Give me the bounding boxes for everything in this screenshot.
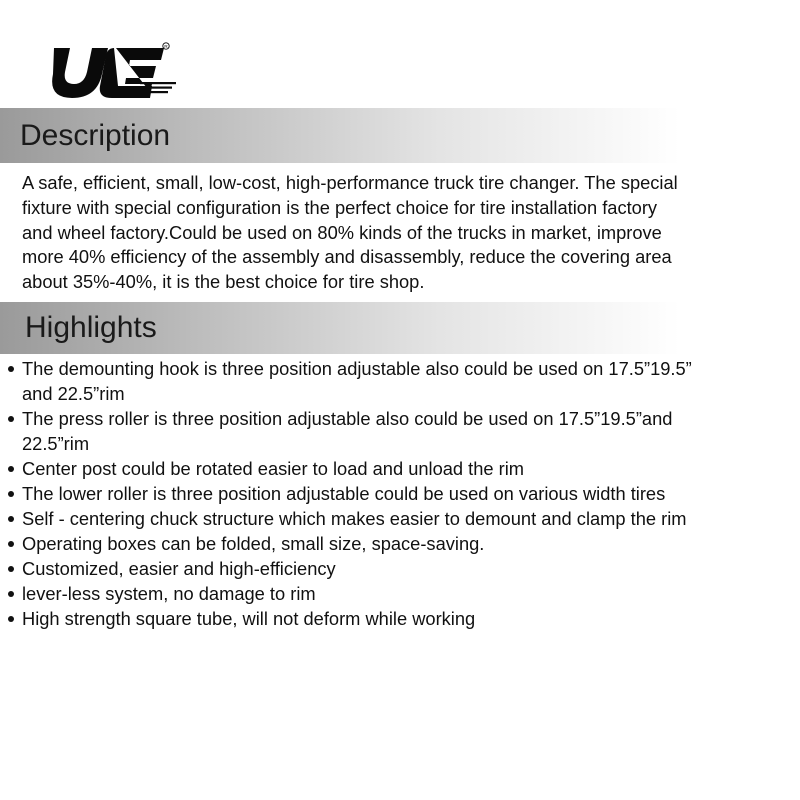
description-title: Description bbox=[20, 119, 171, 152]
highlights-header bbox=[0, 302, 800, 354]
bullet-icon bbox=[8, 491, 14, 497]
description-line: more 40% efficiency of the assembly and disassembly, reduce the covering area bbox=[22, 246, 672, 268]
svg-text:R: R bbox=[164, 45, 168, 50]
bullet-icon bbox=[8, 616, 14, 622]
highlights-title: Highlights bbox=[25, 311, 157, 344]
list-item bbox=[8, 556, 793, 581]
list-item-text: High strength square tube, will not deform while working bbox=[22, 608, 476, 629]
list-item bbox=[8, 581, 793, 606]
list-item-text: 22.5”rim bbox=[22, 433, 90, 454]
description-line: A safe, efficient, small, low-cost, high-performance truck tire changer. The special bbox=[22, 172, 678, 193]
bullet-icon bbox=[8, 591, 14, 597]
description-header bbox=[0, 108, 800, 163]
bullet-icon bbox=[8, 541, 14, 547]
bullet-icon bbox=[8, 466, 14, 472]
bullet-icon bbox=[8, 516, 14, 522]
bullet-icon bbox=[8, 366, 14, 372]
list-item-text: Customized, easier and high-efficiency bbox=[22, 558, 336, 579]
list-item-text: The lower roller is three position adjustable could be used on various width tires bbox=[22, 483, 666, 504]
highlights-list bbox=[8, 356, 793, 631]
bullet-icon bbox=[8, 416, 14, 422]
list-item-text: and 22.5”rim bbox=[22, 383, 125, 404]
list-item bbox=[8, 356, 793, 406]
list-item-text: Self - centering chuck structure which makes easier to demount and clamp the rim bbox=[22, 508, 687, 529]
description-line: about 35%-40%, it is the best choice for tire shop. bbox=[22, 271, 425, 293]
list-item bbox=[8, 481, 793, 506]
list-item bbox=[8, 606, 793, 631]
list-item bbox=[8, 456, 793, 481]
description-line: and wheel factory.Could be used on 80% kinds of the trucks in market, improve bbox=[22, 221, 662, 243]
list-item-text: Center post could be rotated easier to load and unload the rim bbox=[22, 458, 525, 479]
list-item-text: The press roller is three position adjustable also could be used on 17.5”19.5”and bbox=[22, 408, 673, 429]
list-item bbox=[8, 406, 793, 456]
bullet-icon bbox=[8, 566, 14, 572]
list-item bbox=[8, 531, 793, 556]
list-item-text: The demounting hook is three position adjustable also could be used on 17.5”19.5” bbox=[22, 358, 692, 379]
description-text bbox=[22, 171, 784, 295]
ue-logo-graphic bbox=[52, 42, 182, 102]
ue-logo bbox=[52, 42, 182, 102]
list-item-text: lever-less system, no damage to rim bbox=[22, 583, 316, 604]
list-item bbox=[8, 506, 793, 531]
list-item-text: Operating boxes can be folded, small size, space-saving. bbox=[22, 533, 485, 554]
description-line: fixture with special configuration is the perfect choice for tire installation factory bbox=[22, 196, 658, 218]
